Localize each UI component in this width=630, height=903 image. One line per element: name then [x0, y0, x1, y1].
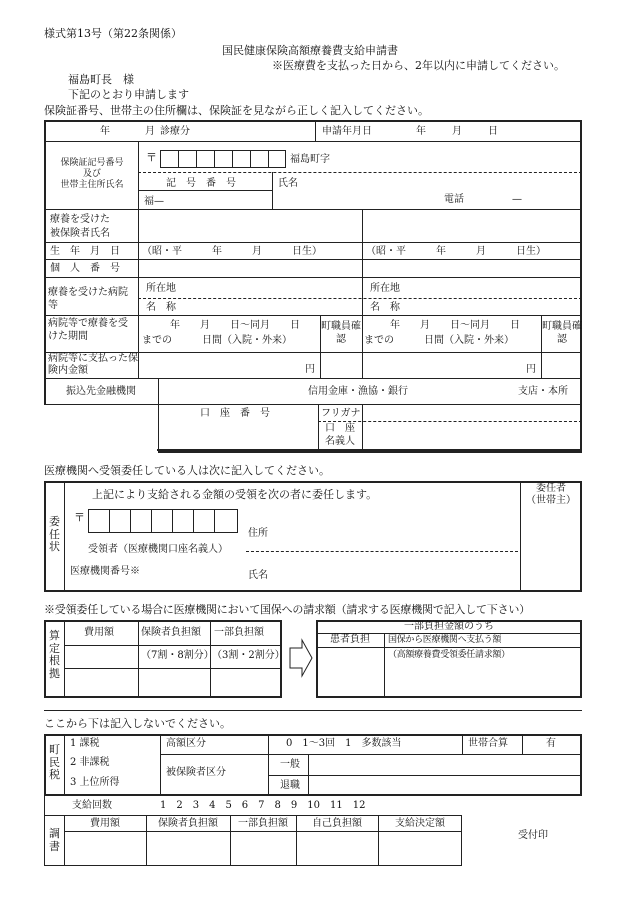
insured-class-label: 被保険者区分: [166, 767, 226, 778]
delegation-intro: 医療機関へ受領委任している人は次に記入してください。: [44, 464, 330, 477]
delegation-side-label: 委任状: [49, 515, 60, 554]
tax-option-2: 2 非課税: [70, 757, 110, 768]
hospital-name-right: 名 称: [370, 302, 400, 313]
paid-yen-left: 円: [305, 364, 315, 375]
staff-confirm-right: 町職員確認: [542, 321, 582, 345]
addressee: 福島町長 様: [68, 73, 134, 86]
survey-insurer-label: 保険者負担額: [158, 818, 218, 829]
application-date-label: 申請年月日: [322, 126, 372, 137]
tax-option-3: 3 上位所得: [70, 777, 120, 788]
delegation-postal-input[interactable]: [88, 509, 238, 533]
survey-decided-label: 支給決定額: [395, 818, 445, 829]
claim-intro: ※受領委任している場合に医療機関において国保への請求額（請求する医療機関で記入して下さい）: [44, 603, 530, 616]
account-holder-label: 口 座 名義人: [325, 423, 355, 447]
paid-amount-label: 病院等に支払った保険内金額: [48, 353, 138, 376]
period-label: 病院等で療養を受けた期間: [48, 318, 128, 342]
instruction-text: 保険証番号、世帯主の住所欄は、保険証を見ながら正しく記入してください。: [44, 104, 429, 117]
payout-count-label: 支給回数: [72, 800, 112, 811]
delegator-label: 委任者 （世帯主）: [526, 483, 576, 506]
class-retired: 退職: [280, 780, 300, 791]
calc-basis-side-label: 算定根拠: [49, 629, 60, 680]
insured-number-label: 保険証記号番号 及び 世帯主住所氏名: [60, 158, 124, 190]
phone-label: 電話: [444, 194, 464, 205]
paid-yen-right: 円: [526, 364, 536, 375]
survey-cost-label: 費用額: [90, 818, 120, 829]
claim-cost-label: 費用額: [84, 627, 114, 638]
survey-side-label: 調書: [49, 827, 60, 853]
deadline-note: ※医療費を支払った日から、2年以内に申請してください。: [272, 59, 565, 72]
delegation-address-label: 住所: [248, 528, 268, 539]
delegation-name-label: 氏名: [248, 570, 268, 581]
postal-mark: 〒: [146, 151, 157, 164]
delegation-text: 上記により支給される金額の受領を次の者に委任します。: [92, 488, 378, 501]
kigou-bangou-label: 記 号 番 号: [166, 178, 236, 189]
hospital-location-left: 所在地: [146, 283, 176, 294]
furigana-label: フリガナ: [321, 408, 361, 419]
delegation-postal-mark: 〒: [74, 511, 85, 524]
survey-self-label: 自己負担額: [312, 818, 362, 829]
hospital-name-left: 名 称: [146, 302, 176, 313]
year-label: 年: [100, 126, 110, 137]
partial-percent: （3割・2割分）: [212, 650, 285, 661]
tax-option-1: 1 課税: [70, 738, 100, 749]
office-use-intro: ここから下は記入しないでください。: [44, 717, 231, 730]
bank-label: 振込先金融機関: [66, 386, 136, 397]
form-number: 様式第13号（第22条関係）: [44, 27, 182, 40]
birth-date-right: （昭・平 年 月 日生）: [366, 246, 546, 257]
class-general: 一般: [280, 759, 300, 770]
month-label: 月: [145, 126, 155, 137]
period-right-line1: 年 月 日〜同月 日: [390, 320, 520, 331]
period-left-line1: 年 月 日〜同月 日: [170, 320, 300, 331]
treatment-period-label: 診療分: [160, 126, 190, 137]
account-number-label: 口 座 番 号: [200, 408, 270, 419]
tier-label: 高額区分: [166, 738, 206, 749]
bank-types: 信用金庫・漁協・銀行: [308, 386, 408, 397]
institution-number-label: 医療機関番号※: [70, 566, 140, 577]
claim-insurer-label: 保険者負担額: [141, 627, 201, 638]
hospital-location-right: 所在地: [370, 283, 400, 294]
tier-options: 0 1〜3回 1 多数該当: [286, 738, 402, 749]
personal-number-label: 個 人 番 号: [50, 263, 120, 274]
birth-date-label: 生 年 月 日: [50, 246, 120, 257]
application-year: 年: [416, 126, 426, 137]
staff-confirm-left: 町職員確認: [321, 321, 361, 345]
patient-name-label: 療養を受けた 被保険者氏名: [50, 214, 110, 239]
lead-text: 下記のとおり申請します: [68, 88, 189, 101]
recipient-label: 受領者（医療機関口座名義人）: [88, 544, 228, 555]
arrow-right-icon: [288, 638, 314, 678]
form-title: 国民健康保険高額療養費支給申請書: [222, 44, 398, 57]
claim-partial-label: 一部負担額: [214, 627, 264, 638]
household-yes: 有: [546, 738, 556, 749]
hospital-label: 療養を受けた病院等: [48, 287, 128, 311]
application-day: 日: [488, 126, 498, 137]
birth-date-left: （昭・平 年 月 日生）: [142, 246, 322, 257]
municipal-tax-side-label: 町民税: [49, 743, 60, 782]
breakdown-label: 一部負担金額のうち: [404, 621, 494, 632]
period-right-line2: までの 日間（入院・外来）: [364, 335, 514, 346]
household-total-label: 世帯合算: [468, 738, 508, 749]
address-prefix: 福島町字: [290, 154, 330, 165]
patient-portion-label: 患者負担: [330, 634, 370, 645]
householder-name-label: 氏名: [278, 178, 298, 189]
reception-stamp-label: 受付印: [518, 830, 548, 841]
from-kokuho-label: 国保から医療機関へ支払う額: [388, 635, 502, 645]
survey-partial-label: 一部負担額: [238, 818, 288, 829]
application-month: 月: [452, 126, 462, 137]
payout-count-options: 1 2 3 4 5 6 7 8 9 10 11 12: [160, 800, 366, 811]
phone-dash: —: [512, 194, 522, 205]
insurer-percent: （7割・8割分）: [141, 650, 214, 661]
fuku-prefix: 福—: [144, 196, 164, 207]
kougaku-label: （高額療養費受領委任請求額）: [388, 650, 510, 660]
period-left-line2: までの 日間（入院・外来）: [142, 335, 292, 346]
branch-label: 支店・本所: [518, 386, 568, 397]
